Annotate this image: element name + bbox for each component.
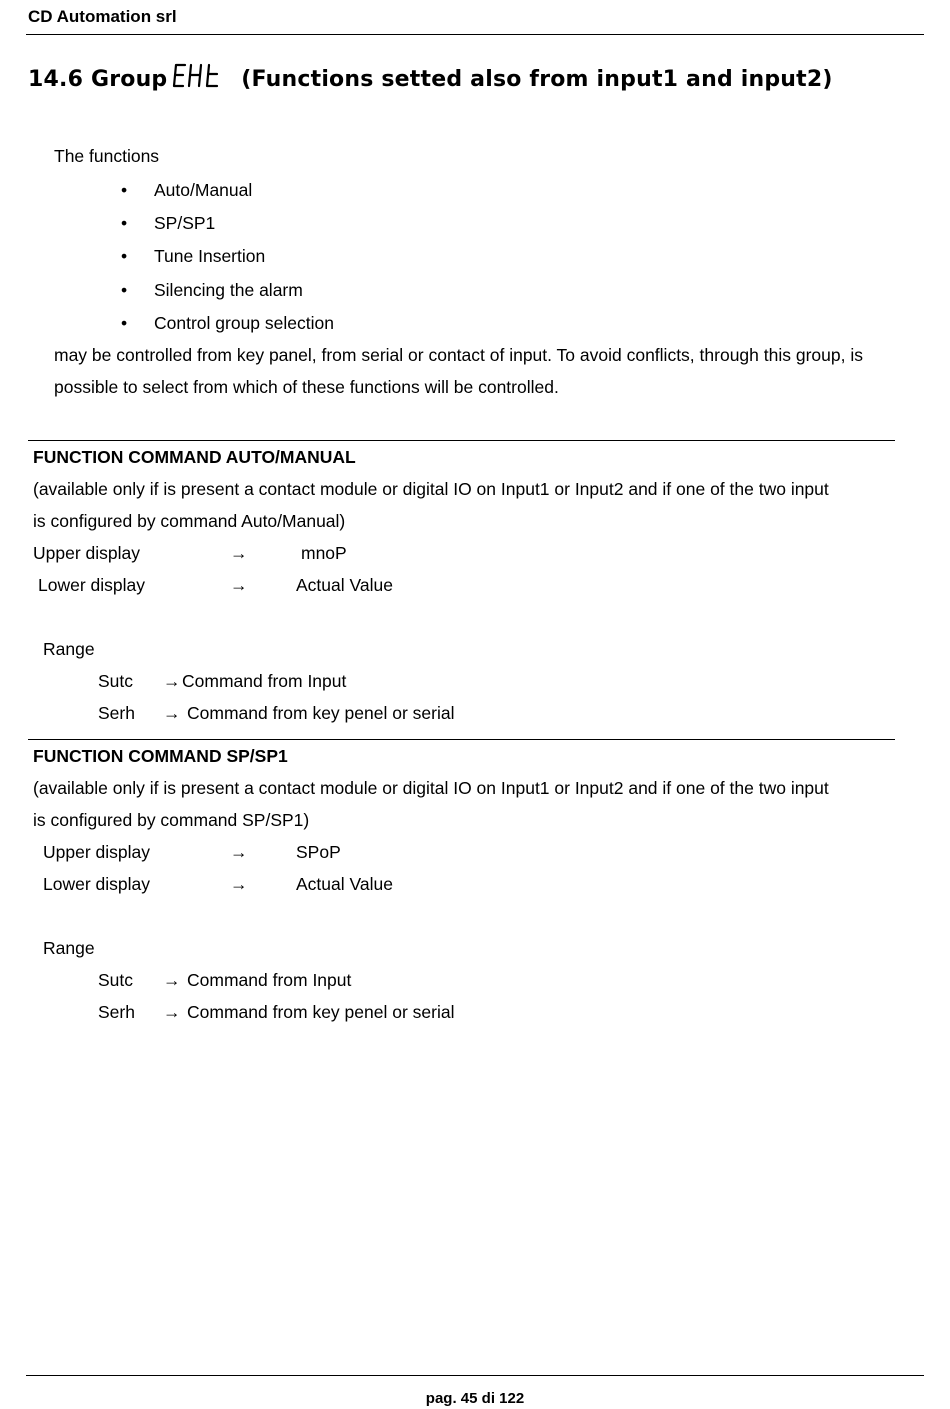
list-item: • SP/SP1: [154, 213, 215, 234]
arrow-icon: →: [163, 970, 181, 990]
block-description-line1: (available only if is present a contact module or digital IO on Input1 or Input2 and if one of the two input: [33, 479, 829, 499]
arrow-icon: →: [163, 703, 181, 723]
block-rule: [28, 440, 895, 441]
range-option-code: Serh: [98, 1002, 135, 1022]
range-option-desc: Command from key penel or serial: [187, 703, 455, 723]
intro-body-line1: may be controlled from key panel, from serial or contact of input. To avoid conflicts, through this group, is: [54, 345, 863, 365]
lower-display-value: Actual Value: [296, 575, 393, 595]
range-option-code: Sutc: [98, 970, 134, 990]
ehtt-segment-icon: [171, 62, 227, 90]
upper-display-value: mnoP: [301, 543, 347, 563]
footer-rule: [26, 1375, 924, 1376]
range-option-code: Sutc: [98, 671, 134, 691]
upper-display-value: SPoP: [296, 842, 341, 862]
range-option-desc: Command from Input: [182, 671, 347, 691]
range-option-desc: Command from key penel or serial: [187, 1002, 455, 1022]
section-title: (Functions setted also from input1 and input2): [241, 67, 833, 92]
block-description-line2: is configured by command Auto/Manual): [33, 511, 346, 531]
block-description-line1: (available only if is present a contact module or digital IO on Input1 or Input2 and if one of the two input: [33, 778, 829, 798]
arrow-icon: →: [230, 842, 248, 862]
arrow-icon: →: [230, 575, 248, 595]
list-item: • Auto/Manual: [154, 180, 252, 201]
section-group-word: Group: [90, 67, 168, 92]
block-description-line2: is configured by command SP/SP1): [33, 810, 310, 830]
arrow-icon: →: [230, 543, 248, 563]
lower-display-label: Lower display: [38, 575, 145, 595]
header-rule: [26, 34, 924, 35]
group-code-segment-display: [171, 62, 227, 90]
block-rule: [28, 739, 895, 740]
section-number: 14.6: [28, 67, 84, 92]
upper-display-label: Upper display: [33, 543, 140, 563]
section-heading: [28, 62, 833, 92]
intro-body-line2: possible to select from which of these functions will be controlled.: [54, 377, 559, 397]
upper-display-label: Upper display: [43, 842, 150, 862]
range-option-desc: Command from Input: [187, 970, 352, 990]
arrow-icon: →: [230, 874, 248, 894]
list-item: • Tune Insertion: [154, 246, 265, 267]
block-title: FUNCTION COMMAND AUTO/MANUAL: [33, 447, 356, 467]
block-title: FUNCTION COMMAND SP/SP1: [33, 746, 288, 766]
list-item: • Silencing the alarm: [154, 280, 303, 301]
lower-display-value: Actual Value: [296, 874, 393, 894]
lower-display-label: Lower display: [43, 874, 150, 894]
page-number: pag. 45 di 122: [425, 1390, 525, 1407]
intro-lead: The functions: [54, 146, 160, 166]
arrow-icon: →: [163, 1002, 181, 1022]
arrow-icon: →: [163, 671, 181, 691]
range-label: Range: [43, 938, 95, 958]
list-item: • Control group selection: [154, 313, 334, 334]
range-option-code: Serh: [98, 703, 135, 723]
company-name: CD Automation srl: [28, 7, 177, 26]
range-label: Range: [43, 639, 95, 659]
